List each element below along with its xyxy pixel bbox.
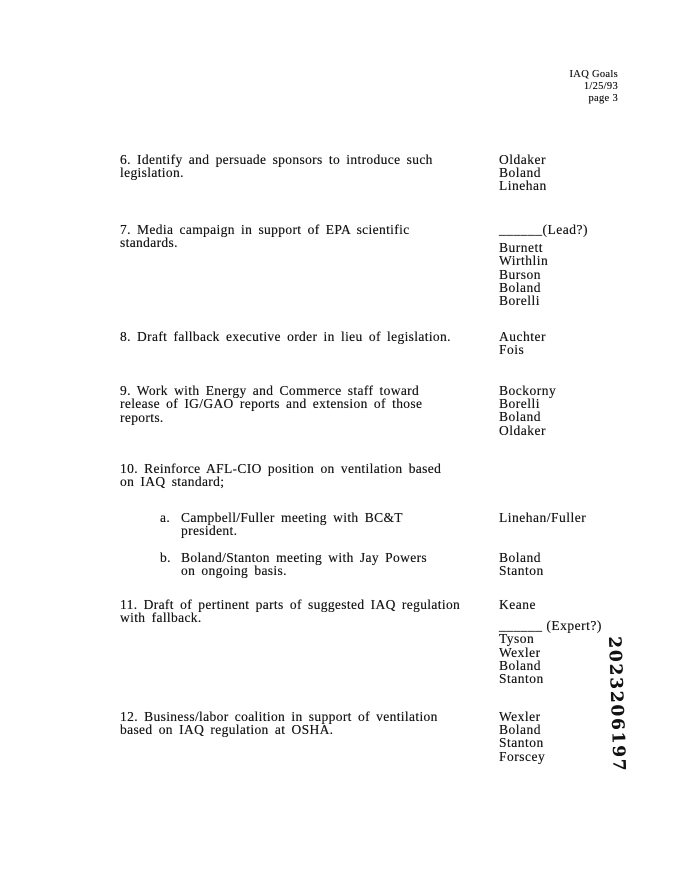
task-item-10-text [120,462,520,489]
task-item-8-text [120,330,520,343]
assignee-name: Boland [499,409,541,425]
task-text-line: 7. Media campaign in support of EPA scientific [120,222,410,237]
header-page-number: page 3 [588,93,618,104]
task-text-line: legislation. [120,165,184,181]
subitem-marker: a. [160,510,171,525]
task-item-10a-text [160,511,520,538]
task-text-line: 8. Draft fallback executive order in lieu of legislation. [120,329,451,344]
task-item-9-text [120,384,520,424]
assignee-name: Wexler [499,644,541,660]
assignee-name: Wexler [499,709,541,724]
task-item-12-text [120,710,520,737]
assignee-name: Oldaker [499,422,546,438]
task-item-11-assignees [499,598,669,685]
task-item-8-assignees [499,330,669,356]
page-header [570,69,618,105]
task-text-line: 11. Draft of pertinent parts of suggested IAQ regulation [120,597,461,612]
assignee-name: Tyson [499,631,535,647]
assignee-name: Boland [499,722,541,738]
header-title: IAQ Goals [569,69,618,80]
expert-blank-line: ______ (Expert?) [499,618,602,634]
task-text-line: b. Boland/Stanton meeting with Jay Powers [160,550,428,565]
task-text-line: on ongoing basis. [181,563,287,579]
task-item-12-assignees [499,710,669,763]
task-item-10b-assignees [499,551,669,577]
assignee-name: Linehan/Fuller [499,510,587,525]
assignee-name: Boland [499,550,541,565]
task-text-line: 10. Reinforce AFL-CIO position on ventilation based [120,461,442,476]
assignee-name: Boland [499,165,541,181]
lead-blank-line: ______(Lead?) [499,222,588,237]
assignee-name: Oldaker [499,152,546,167]
assignee-name: Forscey [499,748,546,764]
subitem-marker: b. [160,550,171,565]
task-text-line: on IAQ standard; [120,474,225,490]
assignee-name: Boland [499,279,541,295]
task-item-11-text [120,598,520,625]
assignee-name: Burnett [499,240,543,256]
task-text-line: president. [181,523,238,539]
task-text-line: 9. Work with Energy and Commerce staff toward [120,383,420,398]
assignee-name: Borelli [499,293,540,309]
task-text-line: standards. [120,235,178,251]
task-text-line: with fallback. [120,610,202,626]
assignee-name: Fois [499,342,525,358]
assignee-name: Stanton [499,671,544,687]
task-text-line: a. Campbell/Fuller meeting with BC&T [160,510,403,525]
task-text-line: 12. Business/labor coalition in support of ventilation [120,709,438,724]
task-item-6-text [120,153,520,180]
task-item-10b-text [160,551,520,578]
assignee-name: Burson [499,266,542,282]
task-text-line: release of IG/GAO reports and extension of those [120,396,423,412]
task-text-line: based on IAQ regulation at OSHA. [120,722,334,738]
task-item-9-assignees [499,384,669,437]
assignee-name: Keane [499,597,536,612]
task-text-line: 6. Identify and persuade sponsors to introduce such [120,152,433,167]
bates-number: 2023206197 [604,636,629,773]
task-item-6-assignees [499,153,669,193]
task-text-line: reports. [120,409,164,425]
task-item-10a-assignees [499,511,669,524]
header-date: 1/25/93 [583,81,618,92]
assignee-name: Auchter [499,329,546,344]
assignee-name: Wirthlin [499,253,549,269]
assignee-name: Borelli [499,396,540,412]
assignee-name: Stanton [499,563,544,579]
assignee-name: Boland [499,657,541,673]
assignee-name: Linehan [499,178,547,194]
assignee-name: Stanton [499,735,544,751]
task-item-7-text [120,223,520,250]
task-item-7-assignees [499,223,669,307]
assignee-name: Bockorny [499,383,557,398]
